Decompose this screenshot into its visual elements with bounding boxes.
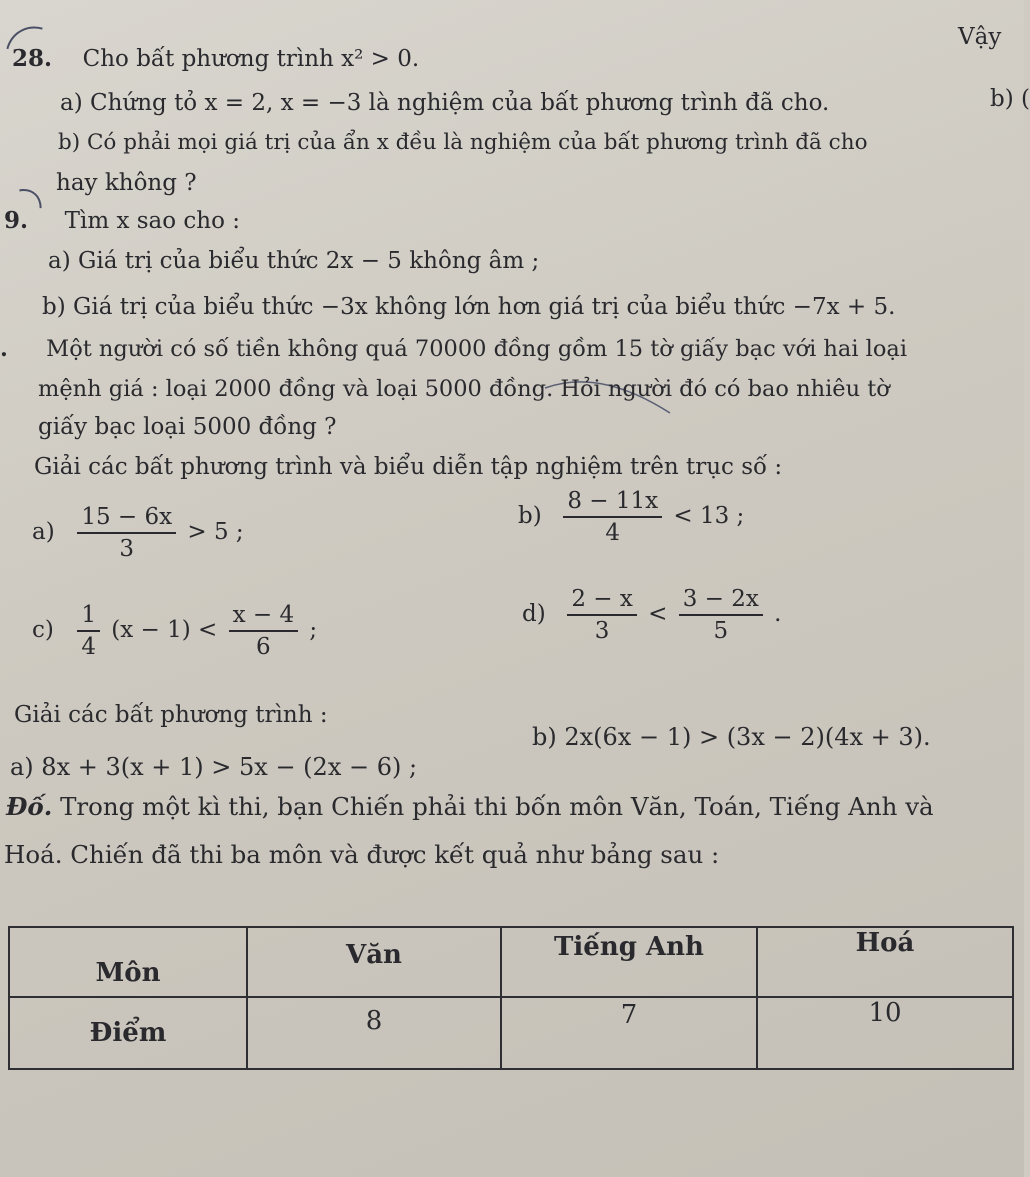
- header-mon-text: Môn: [95, 958, 161, 988]
- fraction-31d-first-numerator: 2 − x: [567, 584, 637, 616]
- fraction-31d-second: [679, 584, 763, 646]
- score-table-header-row: [9, 927, 1013, 997]
- problem-29-intro-text: Tìm x sao cho :: [64, 208, 241, 234]
- problem-32-intro: Giải các bất phương trình :: [14, 702, 328, 728]
- problem-30-line1: [0, 334, 907, 364]
- margin-vay: Vậy: [958, 24, 1002, 50]
- problem-29-intro: [4, 206, 240, 236]
- problem-31-a: [32, 502, 244, 564]
- score-van: [247, 997, 501, 1069]
- fraction-31d-first-denominator: 3: [594, 618, 610, 644]
- fraction-31c-first: [77, 600, 100, 662]
- puzzle-label: Đố.: [6, 792, 53, 821]
- margin-b: b) (: [990, 86, 1030, 112]
- header-mon: [9, 927, 247, 997]
- problem-30-line2: mệnh giá : loại 2000 đồng và loại 5000 đồng. Hỏi người đó có bao nhiêu tờ: [38, 376, 890, 402]
- problem-30-line3: giấy bạc loại 5000 đồng ?: [38, 414, 337, 440]
- fraction-31a-denominator: 3: [119, 536, 135, 562]
- score-tieng-anh: [501, 997, 757, 1069]
- problem-28-number: 28.: [12, 45, 53, 72]
- problem-31-c-label: c): [32, 617, 54, 643]
- header-van-text: Văn: [346, 940, 402, 970]
- problem-31-a-label: a): [32, 519, 55, 545]
- problem-29-number: 9.: [4, 207, 29, 234]
- fraction-31c-second-denominator: 6: [256, 634, 271, 660]
- header-van: [247, 927, 501, 997]
- problem-31-b-rest: < 13 ;: [673, 503, 745, 529]
- header-tieng-anh: [501, 927, 757, 997]
- problem-28-a: a) Chứng tỏ x = 2, x = −3 là nghiệm của bất phương trình đã cho.: [60, 90, 830, 116]
- fraction-31b-denominator: 4: [605, 520, 621, 546]
- fraction-31c-second-numerator: x − 4: [229, 600, 299, 632]
- problem-31-d-mid: <: [648, 601, 668, 627]
- problem-29-b: b) Giá trị của biểu thức −3x không lớn hơn giá trị của biểu thức −7x + 5.: [42, 294, 896, 320]
- problem-31-d-rest: .: [774, 601, 782, 627]
- problem-31-d: [522, 584, 781, 646]
- problem-28-intro-text: Cho bất phương trình x² > 0.: [82, 46, 420, 72]
- row-label-diem-text: Điểm: [89, 1018, 167, 1048]
- fraction-31c-first-denominator: 4: [81, 634, 96, 660]
- problem-31-c-mid: (x − 1) <: [111, 617, 218, 643]
- problem-31-c-rest: ;: [309, 617, 318, 643]
- fraction-31c-second: [229, 600, 299, 662]
- score-table: [8, 926, 1014, 1070]
- fraction-31c-first-numerator: 1: [77, 600, 100, 632]
- problem-32-b: b) 2x(6x − 1) > (3x − 2)(4x + 3).: [532, 723, 931, 751]
- problem-31-d-label: d): [522, 601, 546, 627]
- row-label-diem: [9, 997, 247, 1069]
- score-hoa-value: 10: [868, 998, 902, 1028]
- fraction-31a: [77, 502, 176, 564]
- header-tieng-anh-text: Tiếng Anh: [554, 932, 704, 962]
- problem-28-b-line2: hay không ?: [56, 170, 197, 196]
- fraction-31b: [563, 486, 662, 548]
- problem-31-c: [32, 600, 317, 662]
- fraction-31d-first: [567, 584, 637, 646]
- problem-32-a: a) 8x + 3(x + 1) > 5x − (2x − 6) ;: [10, 753, 418, 781]
- problem-31-a-rest: > 5 ;: [187, 519, 244, 545]
- fraction-31b-numerator: 8 − 11x: [563, 486, 662, 518]
- header-hoa-text: Hoá: [855, 928, 915, 958]
- problem-28-b-line1: b) Có phải mọi giá trị của ẩn x đều là nghiệm của bất phương trình đã cho: [58, 130, 868, 155]
- problem-31-b: [518, 486, 744, 548]
- score-van-value: 8: [365, 1006, 383, 1036]
- score-hoa: [757, 997, 1013, 1069]
- problem-30-number: .: [0, 336, 8, 362]
- puzzle-line2: Hoá. Chiến đã thi ba môn và được kết quả như bảng sau :: [4, 840, 720, 869]
- header-hoa: [757, 927, 1013, 997]
- problem-31-intro: Giải các bất phương trình và biểu diễn tập nghiệm trên trục số :: [34, 454, 783, 480]
- fraction-31d-second-denominator: 5: [713, 618, 729, 644]
- problem-31-b-label: b): [518, 503, 542, 529]
- problem-28-intro: [12, 44, 419, 74]
- puzzle-line1-text: Trong một kì thi, bạn Chiến phải thi bốn môn Văn, Toán, Tiếng Anh và: [60, 792, 934, 821]
- problem-30-line1-text: Một người có số tiền không quá 70000 đồng gồm 15 tờ giấy bạc với hai loại: [46, 336, 908, 362]
- puzzle-line1: [6, 792, 934, 822]
- fraction-31a-numerator: 15 − 6x: [77, 502, 176, 534]
- problem-29-a: a) Giá trị của biểu thức 2x − 5 không âm ;: [48, 248, 540, 274]
- score-table-row: [9, 997, 1013, 1069]
- fraction-31d-second-numerator: 3 − 2x: [679, 584, 763, 616]
- score-tieng-anh-value: 7: [620, 1000, 638, 1030]
